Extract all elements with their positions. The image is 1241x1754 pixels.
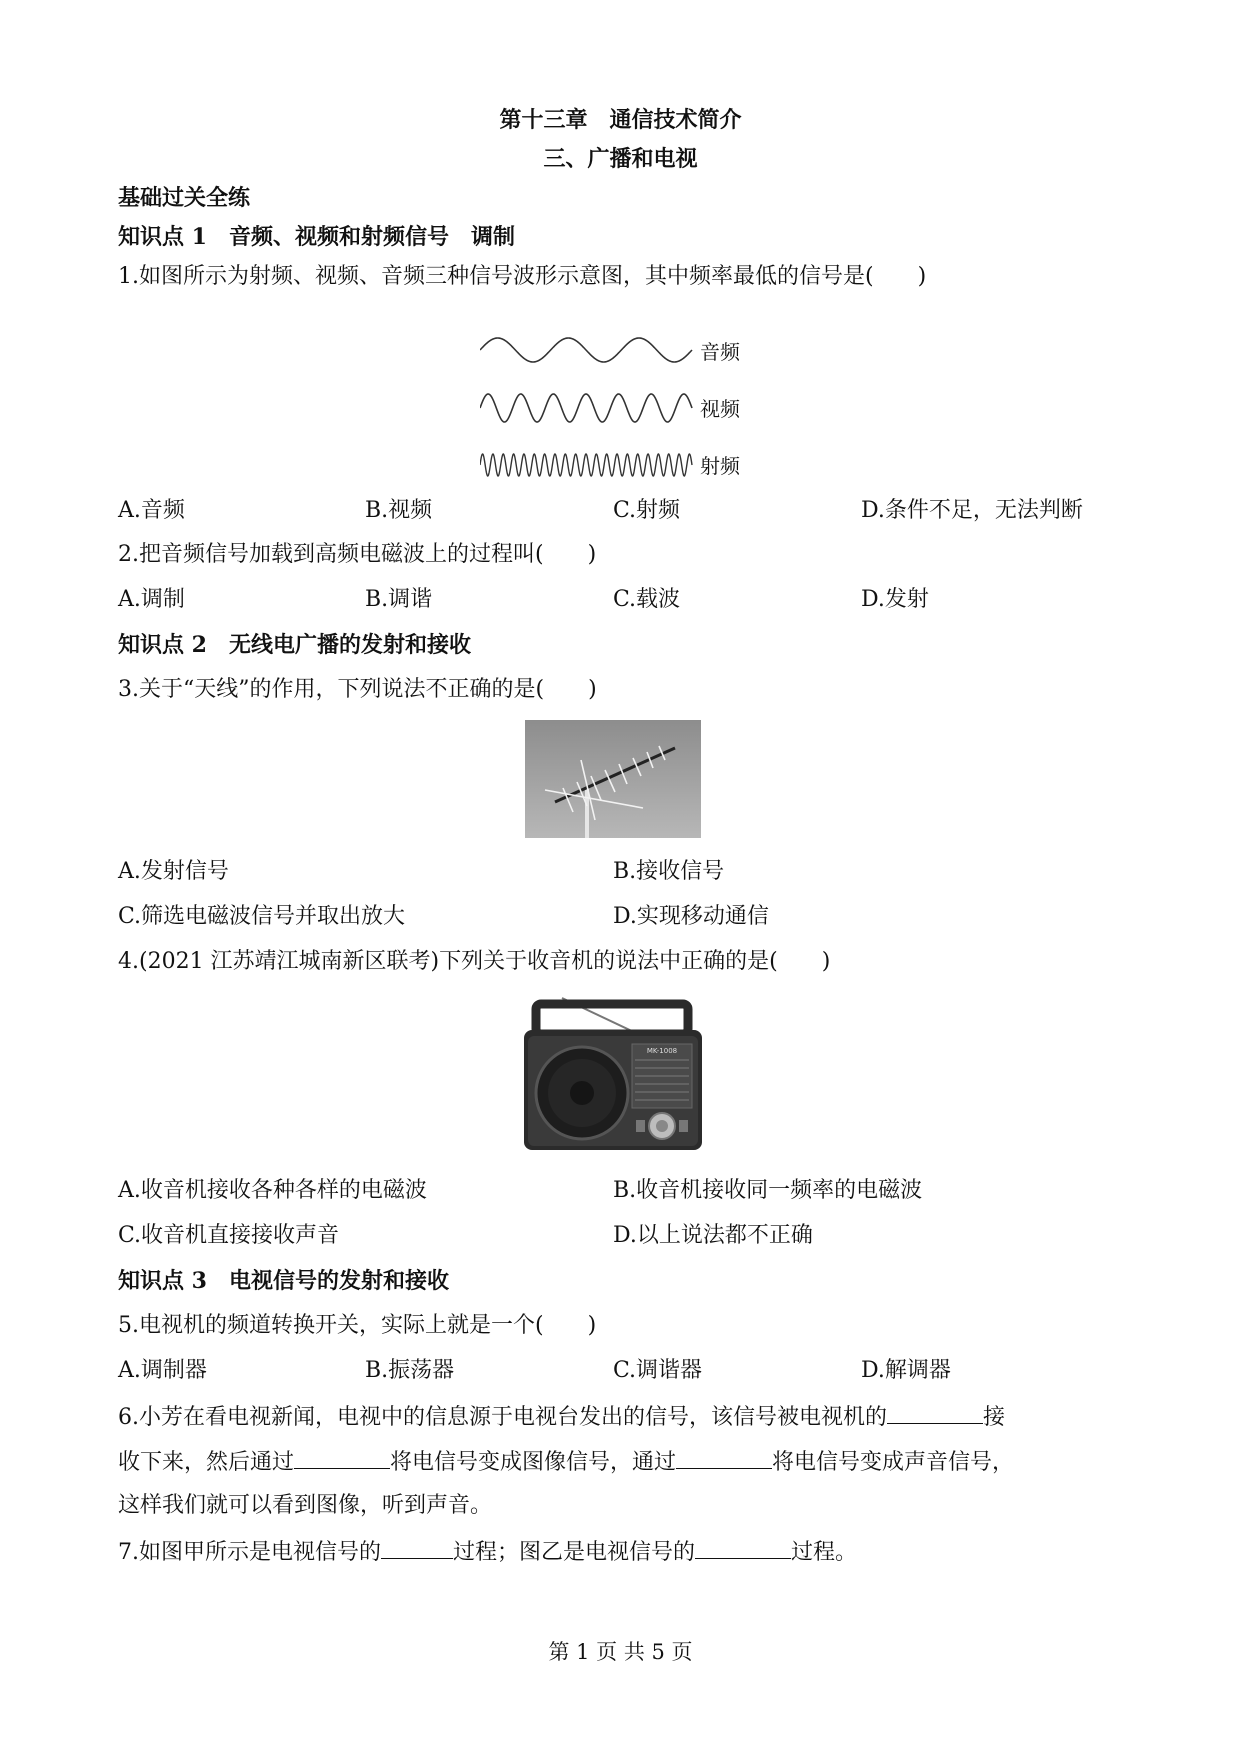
- rf-wave: [480, 454, 692, 476]
- q1-option-d: D.条件不足，无法判断: [861, 498, 1083, 523]
- question-4-stem: 4.(2021 江苏靖江城南新区联考)下列关于收音机的说法中正确的是( ): [118, 949, 831, 974]
- question-3-stem: 3.关于“天线”的作用，下列说法不正确的是( ): [118, 677, 597, 702]
- radio-photo: [522, 990, 704, 1152]
- q6-blank-1[interactable]: [887, 1401, 983, 1424]
- q2-option-a: A.调制: [118, 587, 185, 612]
- q6-text-3: 收下来，然后通过: [118, 1450, 295, 1475]
- knowledge-point-2-heading: 知识点 2 无线电广播的发射和接收: [118, 632, 471, 658]
- question-6-line-3: 这样我们就可以看到图像，听到声音。: [118, 1493, 493, 1518]
- page-footer: 第 1 页 共 5 页: [548, 1640, 693, 1664]
- q1-option-a: A.音频: [118, 498, 185, 523]
- wave-label-rf: 射频: [700, 454, 740, 478]
- q2-option-b: B.调谐: [365, 587, 433, 612]
- q6-blank-3[interactable]: [676, 1446, 772, 1469]
- wave-label-video: 视频: [700, 397, 740, 421]
- q7-blank-2[interactable]: [695, 1536, 791, 1559]
- antenna-photo: [525, 720, 701, 838]
- q5-option-c: C.调谐器: [613, 1358, 703, 1383]
- knowledge-point-1-heading: 知识点 1 音频、视频和射频信号 调制: [118, 224, 515, 250]
- wave-label-audio: 音频: [700, 340, 740, 364]
- q3-option-a: A.发射信号: [118, 859, 229, 884]
- q2-option-c: C.载波: [613, 587, 681, 612]
- q6-text-1: 6.小芳在看电视新闻，电视中的信息源于电视台发出的信号，该信号被电视机的: [118, 1405, 887, 1430]
- question-7-stem: [118, 1536, 857, 1568]
- q3-option-c: C.筛选电磁波信号并取出放大: [118, 904, 406, 929]
- question-2-stem: 2.把音频信号加载到高频电磁波上的过程叫( ): [118, 542, 597, 567]
- chapter-title: 第十三章 通信技术简介: [499, 107, 742, 133]
- q6-text-5: 将电信号变成声音信号，: [772, 1450, 1015, 1475]
- knowledge-point-3-heading: 知识点 3 电视信号的发射和接收: [118, 1268, 449, 1294]
- question-1-stem: 1.如图所示为射频、视频、音频三种信号波形示意图，其中频率最低的信号是( ): [118, 264, 927, 289]
- q1-option-b: B.视频: [365, 498, 433, 523]
- question-6-line-1: [118, 1401, 1005, 1433]
- q4-option-b: B.收音机接收同一频率的电磁波: [613, 1178, 923, 1203]
- q2-option-d: D.发射: [861, 587, 929, 612]
- q7-text-2: 过程；图乙是电视信号的: [453, 1540, 696, 1565]
- q4-option-a: A.收音机接收各种各样的电磁波: [118, 1178, 427, 1203]
- radio-model-label: MK-1008: [646, 1047, 678, 1055]
- part-heading: 基础过关全练: [118, 185, 251, 211]
- question-5-stem: 5.电视机的频道转换开关，实际上就是一个( ): [118, 1313, 597, 1338]
- q5-option-d: D.解调器: [861, 1358, 951, 1383]
- q3-option-b: B.接收信号: [613, 859, 725, 884]
- q1-option-c: C.射频: [613, 498, 681, 523]
- q6-text-2: 接: [983, 1405, 1006, 1430]
- q7-blank-1[interactable]: [381, 1536, 453, 1559]
- q6-text-4: 将电信号变成图像信号，通过: [390, 1450, 677, 1475]
- q7-text-1: 7.如图甲所示是电视信号的: [118, 1540, 381, 1565]
- section-title: 三、广播和电视: [543, 146, 698, 172]
- q5-option-a: A.调制器: [118, 1358, 207, 1383]
- q3-option-d: D.实现移动通信: [613, 904, 769, 929]
- q7-text-3: 过程。: [791, 1540, 858, 1565]
- question-6-line-2: [118, 1446, 1014, 1478]
- audio-wave: [480, 338, 692, 362]
- q4-option-c: C.收音机直接接收声音: [118, 1223, 340, 1248]
- q6-blank-2[interactable]: [294, 1446, 390, 1469]
- q5-option-b: B.振荡器: [365, 1358, 455, 1383]
- q4-option-d: D.以上说法都不正确: [613, 1223, 813, 1248]
- video-wave: [480, 394, 692, 422]
